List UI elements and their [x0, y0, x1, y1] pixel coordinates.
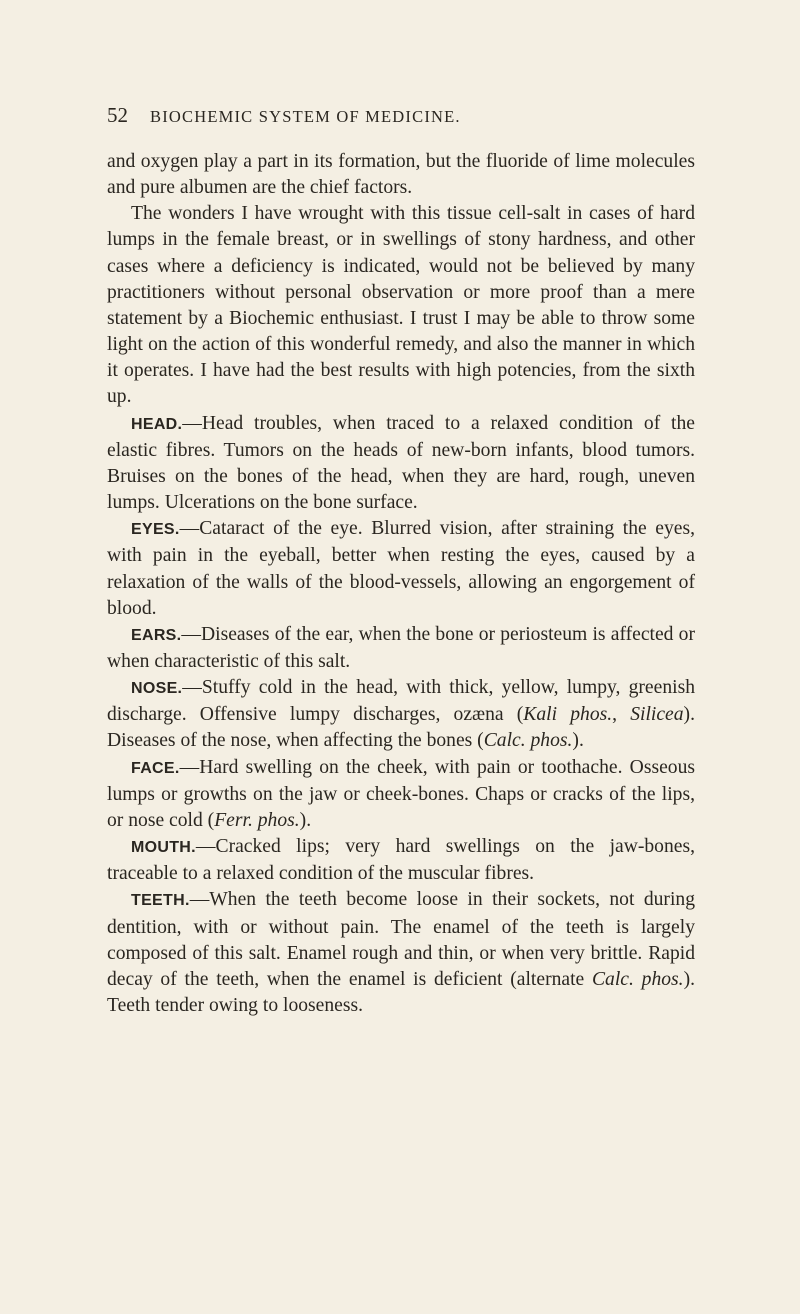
section-heading-face: FACE. [131, 759, 180, 777]
paragraph-text: ). Teeth tender owing to looseness. [107, 968, 695, 1016]
remedy-name: Calc. phos. [483, 730, 573, 752]
paragraph-text: Head troubles, when traced to a relaxed condition of the elastic fibres. Tumors on the heads of new-born infants, blood tumors. Bruises on the bones of the head, when they are hard, rough, uneven lumps. Ulcerations on the bone surface. [107, 412, 695, 514]
page-number: 52 [107, 103, 128, 127]
paragraph-ears: EARS.—Diseases of the ear, when the bone or periosteum is affected or when characteristic of this salt. [107, 623, 695, 672]
remedy-name: Calc. phos. [591, 968, 684, 990]
paragraph-teeth: TEETH.—When the teeth become loose in their sockets, not during dentition, with or without pain. The enamel of the teeth is largely composed of this salt. Enamel rough and thin, or when very brittle. Rapid decay of the teeth, when the enamel is deficient (alternate Calc. phos.). Teeth tender owing to looseness. [107, 889, 695, 1016]
paragraph-text: Hard swelling on the cheek, with pain or toothache. Osseous lumps or growths on the jaw or cheek-bones. Chaps or cracks of the lips, or nose cold ( [107, 756, 695, 831]
paragraph-text: Stuffy cold in the head, with thick, yellow, lumpy, greenish discharge. Offensive lumpy discharges, ozæna ( [107, 677, 695, 726]
remedy-name: Ferr. phos. [214, 809, 300, 831]
section-heading-ears: EARS. [131, 626, 182, 644]
book-title: BIOCHEMIC SYSTEM OF MEDICINE. [150, 107, 461, 126]
running-head [107, 103, 695, 133]
paragraph-eyes: EYES.—Cataract of the eye. Blurred vision, after straining the eyes, with pain in the eyeball, better when resting the eyes, caused by a relaxation of the walls of the blood-vessels, allowing an engorgement of blood. [107, 518, 695, 619]
paragraph-text: Cataract of the eye. Blurred vision, after straining the eyes, with pain in the eyeball, better when resting the eyes, caused by a relaxation of the walls of the blood-vessels, allowing an engorgement of blood. [107, 518, 695, 619]
paragraph-text: , [612, 704, 631, 726]
paragraph-text: The wonders I have wrought with this tissue cell-salt in cases of hard lumps in the female breast, or in swellings of stony hardness, and other cases where a deficiency is indicated, would not be believed by many practitioners without personal observation or more proof than a mere statement by a Biochemic enthusiast. I trust I may be able to throw some light on the action of this wonderful remedy, and also the manner in which it operates. I have had the best results with high potencies, from the sixth up. [107, 203, 695, 408]
paragraph-face: FACE.—Hard swelling on the cheek, with pain or toothache. Osseous lumps or growths on the jaw or cheek-bones. Chaps or cracks of the lips, or nose cold (Ferr. phos.). [107, 756, 695, 831]
body-text [107, 149, 695, 1019]
paragraph-wonders [107, 201, 695, 410]
paragraph-text: Cracked lips; very hard swellings on the jaw-bones, traceable to a relaxed condition of the muscular fibres. [107, 836, 695, 885]
paragraph-nose: NOSE.—Stuffy cold in the head, with thick, yellow, lumpy, greenish discharge. Offensive lumpy discharges, ozæna (Kali phos., Silicea). Diseases of the nose, when affecting the bones (Calc. phos.). [107, 677, 695, 752]
paragraph-head: HEAD.—Head troubles, when traced to a relaxed condition of the elastic fibres. Tumors on the heads of new-born infants, blood tumors. Bruises on the bones of the head, when they are hard, rough, uneven lumps. Ulcerations on the bone surface. [107, 412, 695, 514]
paragraph-intro [107, 149, 695, 201]
section-heading-eyes: EYES. [131, 521, 180, 539]
paragraph-text: and oxygen play a part in its formation, but the fluoride of lime molecules and pure albumen are the chief factors. [107, 151, 695, 199]
section-heading-head: HEAD. [131, 415, 183, 433]
paragraph-text: Diseases of the ear, when the bone or periosteum is affected or when characteristic of this salt. [107, 623, 695, 672]
paragraph-text: When the teeth become loose in their sockets, not during dentition, with or without pain. The enamel of the teeth is largely composed of this salt. Enamel rough and thin, or when very brittle. Rapid decay of the teeth, when the enamel is deficient (alternate [107, 889, 695, 990]
section-heading-nose: NOSE. [131, 680, 183, 698]
section-heading-teeth: TEETH. [131, 892, 190, 910]
paragraph-text: ). Diseases of the nose, when affecting the bones ( [107, 704, 695, 752]
paragraph-mouth: MOUTH.—Cracked lips; very hard swellings on the jaw-bones, traceable to a relaxed condition of the muscular fibres. [107, 836, 695, 885]
remedy-name: Kali phos. [523, 704, 613, 726]
section-heading-mouth: MOUTH. [131, 839, 196, 857]
paragraph-text: ). [572, 730, 584, 752]
remedy-name: Silicea [630, 704, 684, 726]
paragraph-text: ). [299, 809, 312, 831]
